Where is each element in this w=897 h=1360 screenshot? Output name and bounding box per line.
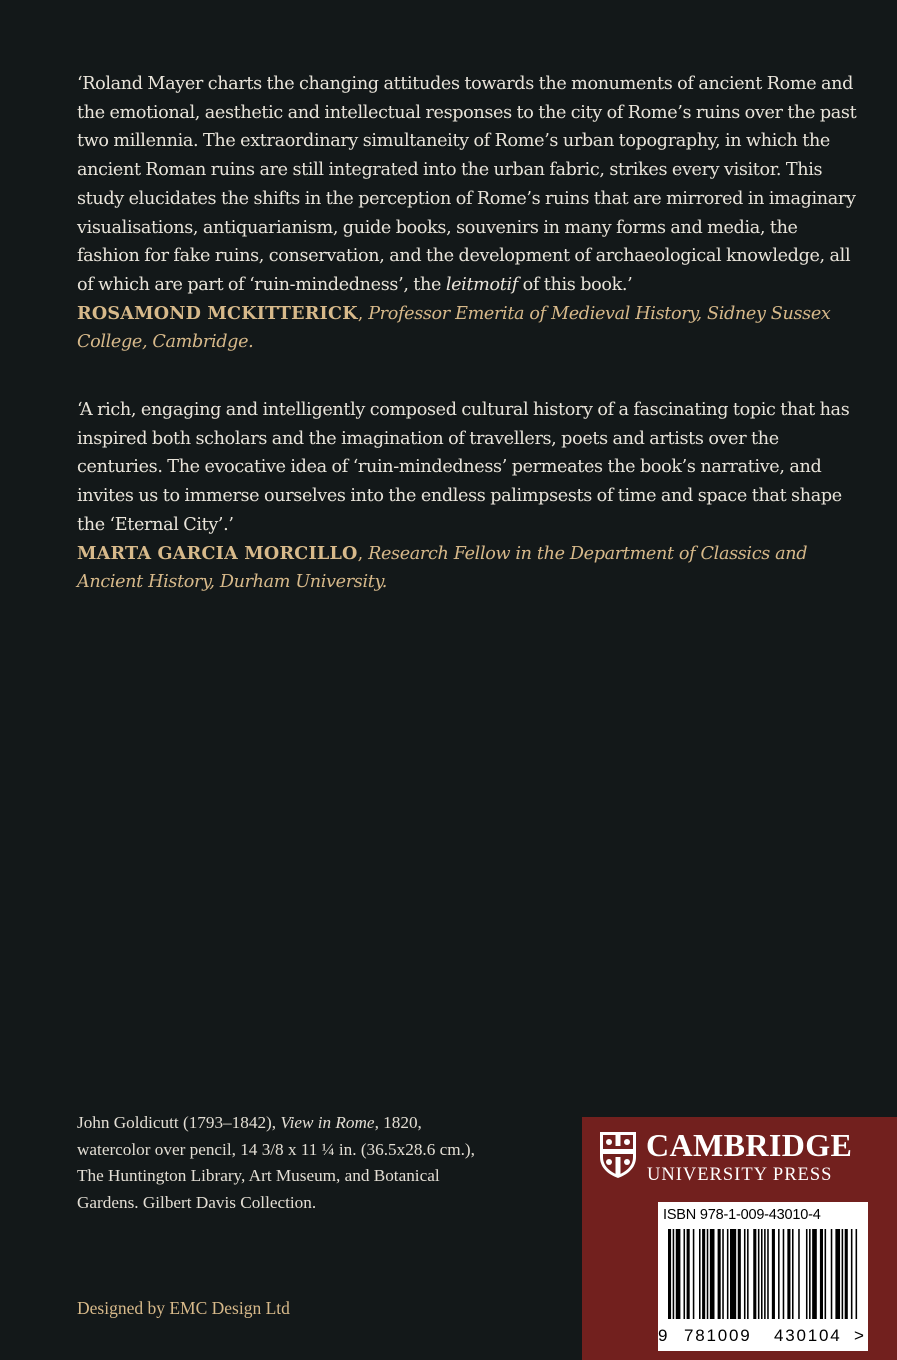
endorser-name: ROSAMOND MCKITTERICK	[77, 302, 358, 324]
barcode-bar	[787, 1229, 790, 1319]
barcode-bar	[747, 1229, 749, 1319]
barcode-bar	[783, 1229, 785, 1319]
barcode-bar	[744, 1229, 746, 1319]
barcode-bar	[851, 1229, 853, 1319]
university-shield-icon	[599, 1131, 637, 1179]
barcode-bar	[856, 1229, 858, 1319]
endorsement-attribution-1: ROSAMOND MCKITTERICK, Professor Emerita of Medieval History, Sidney Sussex College, Cambridge.	[77, 302, 831, 353]
barcode-bar	[699, 1229, 701, 1319]
barcode-bar	[738, 1229, 741, 1319]
designer-credit: Designed by EMC Design Ltd	[77, 1298, 290, 1318]
barcode-bar	[772, 1229, 775, 1319]
barcode-bar	[842, 1229, 844, 1319]
barcode-bar	[835, 1229, 840, 1319]
publisher-subtitle: UNIVERSITY PRESS	[647, 1165, 833, 1185]
barcode-bar	[702, 1229, 705, 1319]
quote-emphasis: leitmotif	[445, 274, 518, 295]
barcode-bar	[792, 1229, 794, 1319]
barcode-bar	[778, 1229, 780, 1319]
barcode-bars	[662, 1229, 864, 1325]
endorser-role: Research Fellow in the Department of Classics and Ancient History, Durham University.	[77, 543, 808, 593]
barcode-bar	[798, 1229, 800, 1319]
endorsements	[77, 70, 857, 597]
barcode-bar	[693, 1229, 695, 1319]
endorser-name: MARTA GARCIA MORCILLO	[77, 542, 358, 564]
barcode-bar	[710, 1229, 715, 1319]
barcode-bar	[809, 1229, 811, 1319]
barcode-bar	[718, 1229, 721, 1319]
barcode-bar	[767, 1229, 769, 1319]
endorsement-quote-2: ‘A rich, engaging and intelligently composed cultural history of a fascinating topic that has inspired both scholars and the imagination of travellers, poets and artists over the centuries. The evocative idea of ‘ruin-mindedness’ permeates the book’s narrative, and invites us to immerse ourselves into the endless palimpsests of time and space that shape the ‘Eternal City’.’	[77, 400, 850, 535]
barcode-bar	[806, 1229, 808, 1319]
barcode-bar	[727, 1229, 729, 1319]
barcode-bar	[730, 1229, 736, 1319]
barcode-bar	[668, 1229, 671, 1319]
barcode-bar	[831, 1229, 833, 1319]
isbn-barcode: ISBN 978-1-009-43010-4 9 781009 430104 >	[658, 1202, 868, 1351]
publisher-name: CAMBRIDGE	[646, 1127, 853, 1163]
barcode-bar	[753, 1229, 756, 1319]
endorsement-quote-1: ‘Roland Mayer charts the changing attitudes towards the monuments of ancient Rome and the emotional, aesthetic and intellectual responses to the city of Rome’s ruins over the past two millennia. The extraordinary simultaneity of Rome’s urban topography, in which the ancient Roman ruins are still integrated into the urban fabric, strikes every visitor. This study elucidates the shifts in the perception of Rome’s ruins that are mirrored in imaginary visualisations, antiquarianism, guide books, souvenirs in many forms and media, the fashion for fake ruins, conservation, and the development of archaeological knowledge, all of which are part of ‘ruin-mindedness’, the leitmotif of this book.’	[77, 74, 857, 295]
barcode-bar	[764, 1229, 766, 1319]
artwork-title: View in Rome	[280, 1113, 375, 1132]
barcode-bar	[812, 1229, 817, 1319]
barcode-bar	[676, 1229, 681, 1319]
endorser-role: Professor Emerita of Medieval History, Sidney Sussex College, Cambridge.	[77, 303, 831, 353]
barcode-bar	[707, 1229, 709, 1319]
barcode-bar	[825, 1229, 827, 1319]
barcode-bar	[673, 1229, 675, 1319]
cover-image-credit: John Goldicutt (1793–1842), View in Rome, 1820, watercolor over pencil, 14 3/8 x 11 ¼ in. (36.5x28.6 cm.), The Huntington Library, Art Museum, and Botanical Gardens. Gilbert Davis Collection.	[77, 1113, 475, 1212]
barcode-bar	[845, 1229, 848, 1319]
barcode-bar	[761, 1229, 763, 1319]
endorsement-attribution-2: MARTA GARCIA MORCILLO, Research Fellow in the Department of Classics and Ancient History, Durham University.	[77, 542, 808, 593]
barcode-bar	[722, 1229, 724, 1319]
barcode-bar	[687, 1229, 690, 1319]
barcode-bar	[758, 1229, 760, 1319]
barcode-bar	[820, 1229, 823, 1319]
publisher-block	[582, 1117, 897, 1360]
isbn-label: ISBN 978-1-009-43010-4	[663, 1207, 821, 1223]
barcode-bar	[684, 1229, 686, 1319]
